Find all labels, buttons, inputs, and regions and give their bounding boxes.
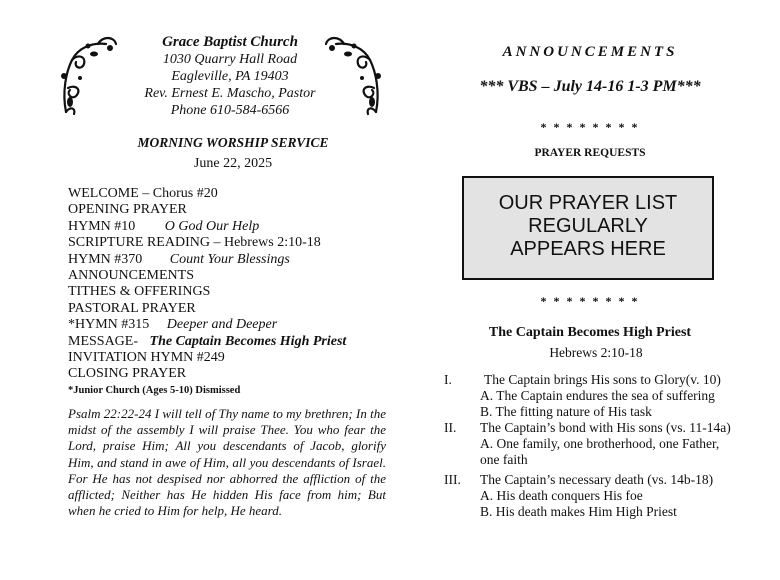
outline-point-number: III. bbox=[444, 472, 461, 487]
prayer-list-box bbox=[462, 176, 714, 280]
psalm-text: I will tell of Thy name to my brethren; In the midst of the assembly I will praise Thee. You who fear the Lord, praise Him; All you descendants of Jacob, glorify Him, and stand in awe of Him, all you descendants of Israel. For He has not despised nor abhorred the affliction of the afflicted; Neither has He hidden His face from him; But when he cried to Him for help, He heard. bbox=[68, 406, 386, 519]
message-label: MESSAGE- bbox=[68, 333, 139, 349]
church-pastor: Rev. Ernest E. Mascho, Pastor bbox=[144, 86, 316, 101]
order-of-worship bbox=[68, 186, 398, 399]
outline-point bbox=[444, 420, 754, 436]
vbs-announcement: *** VBS – July 14-16 1-3 PM*** bbox=[479, 78, 701, 95]
hymn-3-title: Deeper and Deeper bbox=[166, 317, 278, 333]
order-tithes: TITHES & OFFERINGS bbox=[68, 284, 211, 300]
sermon-reference: Hebrews 2:10-18 bbox=[549, 345, 643, 360]
order-scripture: SCRIPTURE READING – Hebrews 2:10-18 bbox=[68, 235, 321, 251]
order-hymn-1 bbox=[68, 219, 398, 235]
outline-subpoint: A. His death conquers His foe bbox=[480, 488, 643, 503]
prayer-box-line: REGULARLY bbox=[528, 215, 648, 237]
psalm-reference: Psalm 22:22-24 bbox=[68, 406, 152, 421]
church-name: Grace Baptist Church bbox=[162, 34, 298, 50]
announcements-title: ANNOUNCEMENTS bbox=[502, 44, 678, 60]
outline-point-number: II. bbox=[444, 420, 457, 435]
outline-point-number: I. bbox=[444, 372, 452, 387]
outline-subpoint: A. The Captain endures the sea of suffering bbox=[480, 388, 715, 403]
church-address-line1: 1030 Quarry Hall Road bbox=[162, 52, 298, 67]
church-header bbox=[60, 34, 400, 119]
hymn-1-title: O God Our Help bbox=[164, 218, 260, 234]
prayer-requests-heading: PRAYER REQUESTS bbox=[534, 147, 646, 159]
hymn-3-label: *HYMN #315 bbox=[68, 317, 150, 333]
prayer-box-line: OUR PRAYER LIST bbox=[498, 192, 678, 214]
order-welcome: WELCOME – Chorus #20 bbox=[68, 186, 218, 201]
sermon-outline bbox=[444, 372, 754, 520]
star-divider: * * * * * * * * bbox=[540, 120, 640, 134]
order-junior-church: *Junior Church (Ages 5-10) Dismissed bbox=[68, 384, 241, 396]
outline-subpoint: one faith bbox=[480, 452, 528, 467]
service-date: June 22, 2025 bbox=[193, 156, 273, 171]
psalm-passage bbox=[68, 406, 386, 519]
order-closing-prayer: CLOSING PRAYER bbox=[68, 366, 187, 382]
order-opening-prayer: OPENING PRAYER bbox=[68, 202, 187, 218]
order-hymn-3 bbox=[68, 317, 398, 333]
outline-point-text: The Captain brings His sons to Glory(v. 10) bbox=[484, 372, 721, 387]
star-divider: * * * * * * * * bbox=[540, 294, 640, 308]
service-title: MORNING WORSHIP SERVICE bbox=[137, 135, 329, 150]
order-hymn-2 bbox=[68, 252, 398, 268]
church-phone: Phone 610-584-6566 bbox=[170, 103, 290, 118]
order-announcements: ANNOUNCEMENTS bbox=[68, 268, 194, 284]
sermon-title: The Captain Becomes High Priest bbox=[488, 325, 692, 340]
hymn-2-title: Count Your Blessings bbox=[169, 251, 290, 267]
hymn-1-label: HYMN #10 bbox=[68, 218, 136, 234]
outline-point-text: The Captain’s bond with His sons (vs. 11-14a) bbox=[480, 420, 731, 435]
order-message bbox=[68, 334, 398, 350]
hymn-2-label: HYMN #370 bbox=[68, 251, 143, 267]
order-invitation: INVITATION HYMN #249 bbox=[68, 350, 225, 366]
outline-subpoint: A. One family, one brotherhood, one Father, bbox=[480, 436, 720, 451]
prayer-box-line: APPEARS HERE bbox=[510, 238, 666, 260]
outline-point bbox=[444, 372, 754, 388]
outline-subpoint: B. The fitting nature of His task bbox=[480, 404, 652, 419]
outline-point-text: The Captain’s necessary death (vs. 14b-18) bbox=[480, 472, 714, 487]
church-address-line2: Eagleville, PA 19403 bbox=[171, 69, 289, 84]
message-title: The Captain Becomes High Priest bbox=[149, 333, 347, 349]
outline-point bbox=[444, 472, 754, 488]
order-pastoral-prayer: PASTORAL PRAYER bbox=[68, 300, 196, 316]
outline-subpoint: B. His death makes Him High Priest bbox=[480, 504, 677, 519]
